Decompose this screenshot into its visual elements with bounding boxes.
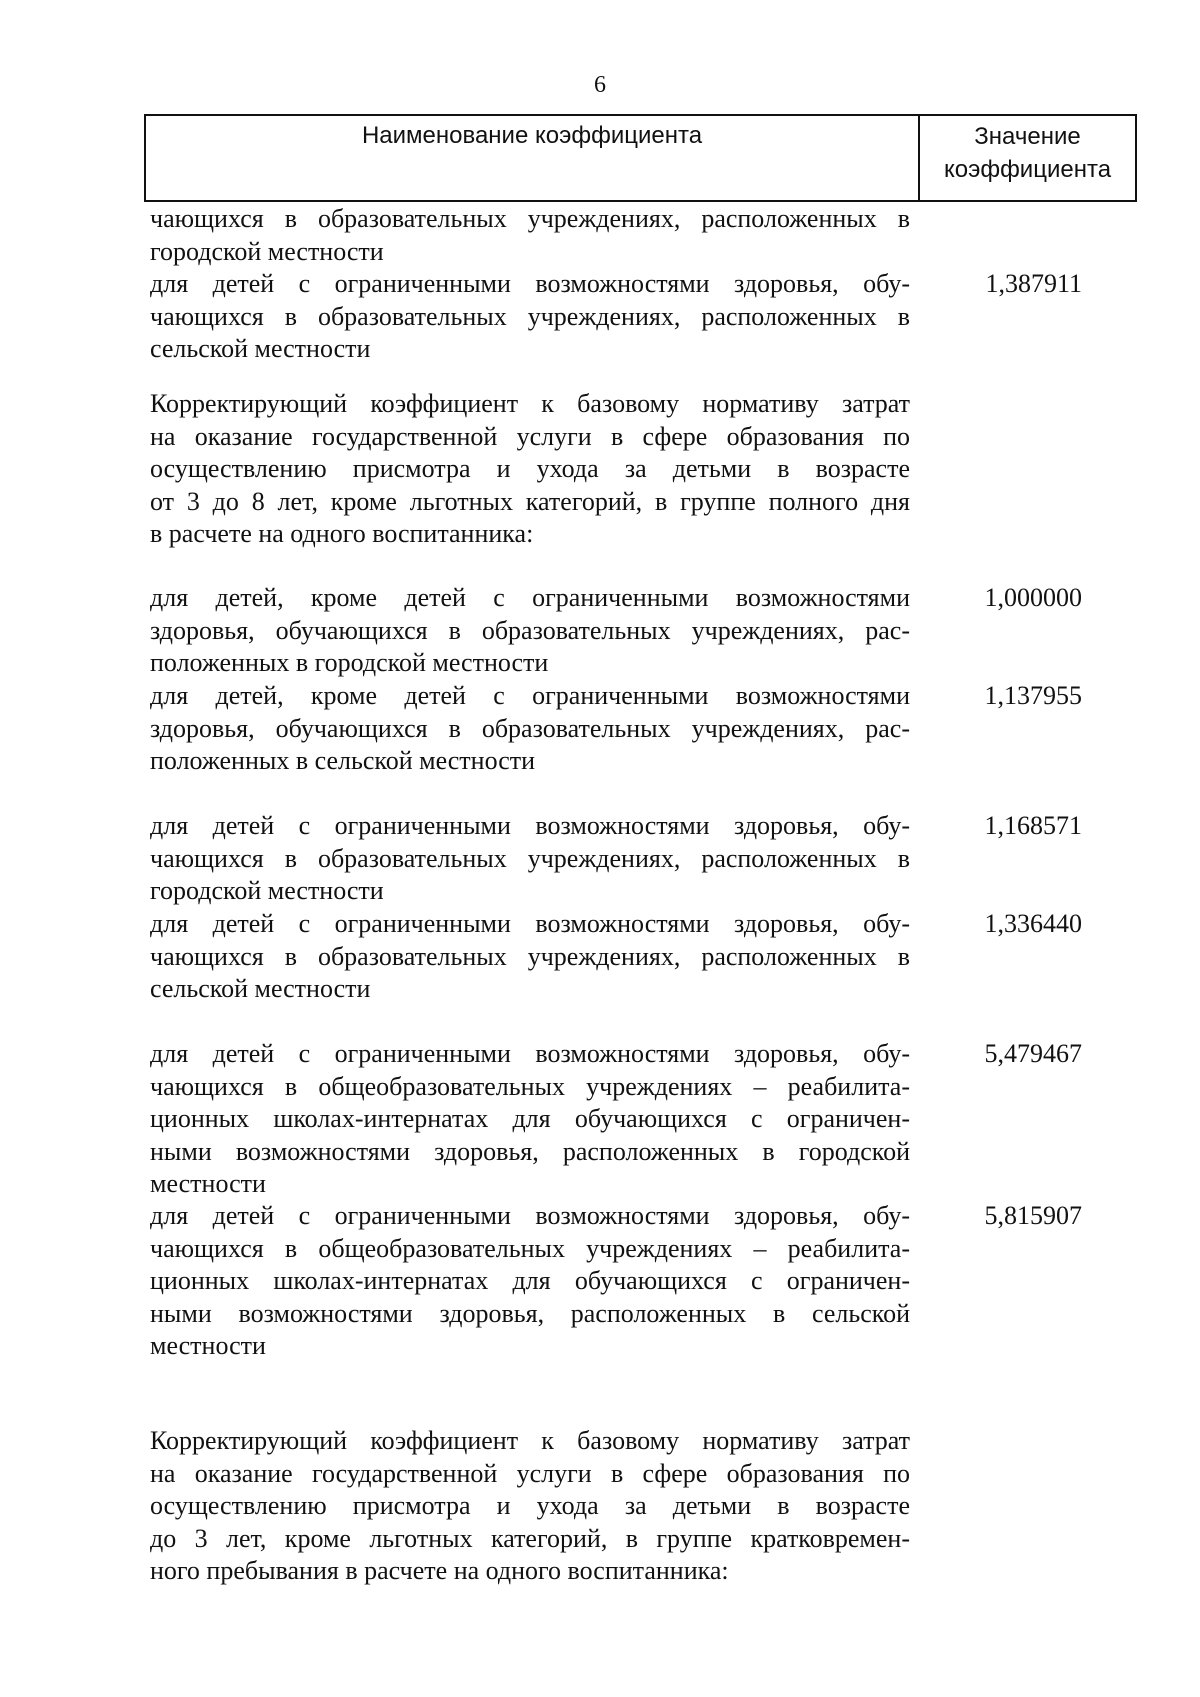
text-line: до 3 лет, кроме льготных категорий, в группе кратковремен- (150, 1523, 910, 1553)
text-line: чающихся в образовательных учреждениях, расположенных в (150, 941, 910, 971)
text-line: ционных школах-интернатах для обучающихся с ограничен- (150, 1266, 910, 1295)
text-line: для детей с ограниченными возможностями здоровья, обу- (150, 811, 910, 840)
section-heading-text (150, 388, 910, 551)
coefficient-value: 1,387911 (985, 269, 1082, 298)
text-line: положенных в сельской местности (150, 746, 536, 775)
coefficient-value: 5,479467 (984, 1039, 1082, 1068)
text-line: сельской местности (150, 974, 371, 1003)
coefficient-row-text (150, 268, 910, 366)
text-line: чающихся в образовательных учреждениях, расположенных в (150, 843, 910, 873)
text-line: ными возможностями здоровья, расположенных в сельской (150, 1298, 910, 1328)
text-line: для детей с ограниченными возможностями здоровья, обу- (150, 269, 910, 298)
text-line: в расчете на одного воспитанника: (150, 519, 534, 548)
text-line: для детей с ограниченными возможностями здоровья, обу- (150, 1201, 910, 1230)
text-line: местности (150, 1169, 266, 1198)
column-header-value-line1: Значение (974, 123, 1081, 150)
coefficient-row-text (150, 1200, 910, 1363)
column-header-name: Наименование коэффициента (146, 116, 920, 200)
text-line: осуществлению присмотра и ухода за детьми в возрасте (150, 454, 910, 483)
text-line: ными возможностями здоровья, расположенных в городской (150, 1136, 910, 1166)
coefficient-value: 1,168571 (984, 811, 1082, 840)
text-line: чающихся в образовательных учреждениях, расположенных в (150, 301, 910, 331)
text-line: от 3 до 8 лет, кроме льготных категорий, в группе полного дня (150, 486, 910, 516)
text-line: ного пребывания в расчете на одного воспитанника: (150, 1556, 729, 1585)
column-header-value (920, 116, 1135, 200)
text-line: на оказание государственной услуги в сфере образования по (150, 421, 910, 451)
text-line: осуществлению присмотра и ухода за детьми в возрасте (150, 1491, 910, 1520)
text-line: местности (150, 1331, 266, 1360)
table-header (144, 114, 1137, 202)
coefficient-value: 1,000000 (984, 583, 1082, 612)
text-line: здоровья, обучающихся в образовательных учреждениях, рас- (150, 615, 910, 645)
text-line: для детей с ограниченными возможностями здоровья, обу- (150, 1039, 910, 1068)
text-line: сельской местности (150, 334, 371, 363)
text-line: положенных в городской местности (150, 648, 549, 677)
coefficient-row-text (150, 810, 910, 908)
coefficient-value: 5,815907 (984, 1201, 1082, 1230)
coefficient-row-text (150, 582, 910, 680)
text-line: Корректирующий коэффициент к базовому нормативу затрат (150, 1426, 910, 1455)
coefficient-row-text (150, 203, 910, 268)
text-line: для детей, кроме детей с ограниченными возможностями (150, 681, 910, 710)
section-heading-text (150, 1425, 910, 1588)
text-line: Корректирующий коэффициент к базовому нормативу затрат (150, 389, 910, 418)
text-line: на оказание государственной услуги в сфере образования по (150, 1458, 910, 1488)
text-line: для детей, кроме детей с ограниченными возможностями (150, 583, 910, 612)
text-line: чающихся в общеобразовательных учреждениях – реабилита- (150, 1233, 910, 1263)
text-line: чающихся в образовательных учреждениях, расположенных в (150, 204, 910, 233)
text-line: городской местности (150, 876, 384, 905)
text-line: городской местности (150, 236, 384, 266)
column-header-value-line2: коэффициента (943, 156, 1112, 183)
page-number: 6 (594, 72, 606, 98)
coefficient-row-text (150, 680, 910, 778)
coefficient-row-text (150, 908, 910, 1006)
coefficient-value: 1,336440 (984, 909, 1082, 938)
coefficient-value: 1,137955 (984, 681, 1082, 710)
text-line: чающихся в общеобразовательных учреждениях – реабилита- (150, 1071, 910, 1101)
text-line: здоровья, обучающихся в образовательных учреждениях, рас- (150, 713, 910, 743)
coefficient-row-text (150, 1038, 910, 1201)
text-line: для детей с ограниченными возможностями здоровья, обу- (150, 909, 910, 938)
text-line: ционных школах-интернатах для обучающихся с ограничен- (150, 1104, 910, 1133)
